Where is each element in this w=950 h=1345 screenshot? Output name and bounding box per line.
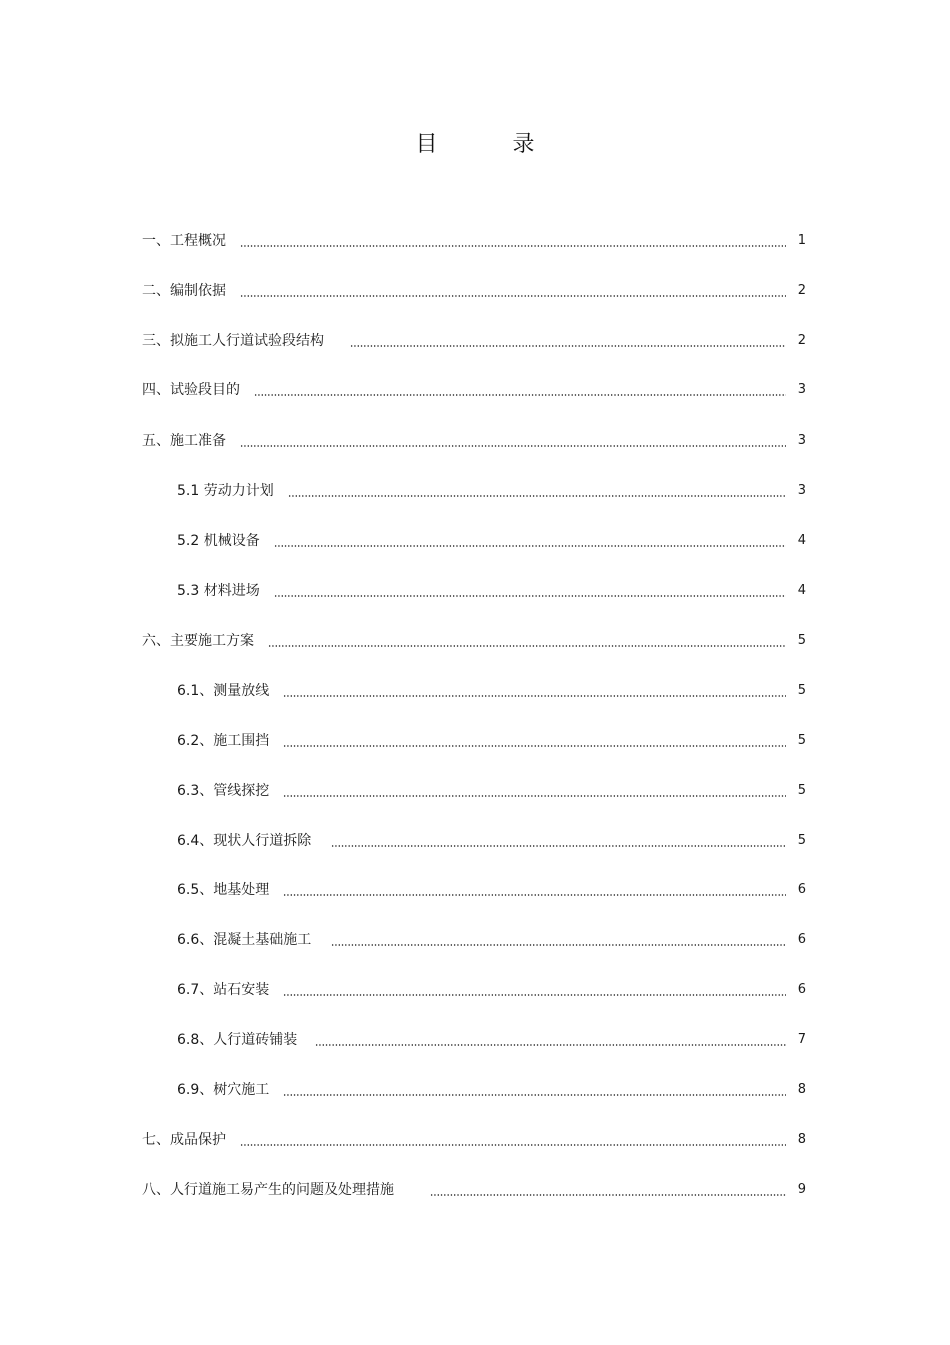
toc-entry[interactable]	[177, 480, 806, 502]
dot-leader	[240, 445, 786, 447]
toc-entry-text: 6.7、站石安装	[177, 982, 270, 998]
toc-entry[interactable]	[177, 730, 806, 752]
toc-entry-text: 七、成品保护	[142, 1132, 226, 1148]
dot-leader	[288, 495, 786, 497]
toc-entry-text: 八、人行道施工易产生的问题及处理措施	[142, 1182, 394, 1198]
toc-entry-text: 5.3 材料进场	[177, 583, 260, 599]
toc-entry-page: 5	[797, 833, 806, 848]
toc-entry[interactable]	[142, 1129, 806, 1151]
toc-entry[interactable]	[177, 830, 806, 852]
toc-entry-text: 一、工程概况	[142, 233, 226, 249]
toc-entry-page: 4	[797, 583, 806, 598]
toc-entry[interactable]	[142, 230, 806, 252]
toc-entry-page: 7	[797, 1032, 806, 1047]
toc-entry-page: 5	[797, 633, 806, 648]
dot-leader	[283, 894, 785, 896]
toc-entry[interactable]	[142, 430, 806, 452]
toc-entry-text: 六、主要施工方案	[142, 633, 254, 649]
dot-leader	[254, 394, 786, 396]
toc-entry-page: 3	[797, 433, 806, 448]
dot-leader	[274, 545, 786, 547]
toc-entry-page: 8	[797, 1132, 806, 1147]
toc-entry[interactable]	[177, 530, 806, 552]
toc-entry-text: 5.2 机械设备	[177, 533, 260, 549]
dot-leader	[283, 745, 785, 747]
toc-entry[interactable]	[177, 929, 806, 951]
dot-leader	[240, 1144, 786, 1146]
toc-entry[interactable]	[177, 979, 806, 1001]
toc-entry-text: 二、编制依据	[142, 283, 226, 299]
toc-entry[interactable]	[177, 879, 806, 901]
dot-leader	[331, 944, 785, 946]
toc-entry[interactable]	[177, 780, 806, 802]
toc-entry-text: 6.6、混凝土基础施工	[177, 932, 312, 948]
toc-entry-page: 5	[797, 683, 806, 698]
toc-entry-text: 6.9、树穴施工	[177, 1082, 270, 1098]
toc-entry[interactable]	[142, 630, 806, 652]
toc-entry-page: 4	[797, 533, 806, 548]
dot-leader	[283, 1094, 785, 1096]
toc-entry-page: 2	[797, 283, 806, 298]
toc-entry-page: 9	[797, 1182, 806, 1197]
dot-leader	[283, 795, 785, 797]
toc-entry-page: 2	[797, 333, 806, 348]
toc-entry-text: 6.4、现状人行道拆除	[177, 833, 312, 849]
toc-entry[interactable]	[177, 1029, 806, 1051]
dot-leader	[430, 1194, 786, 1196]
toc-entry-text: 6.8、人行道砖铺装	[177, 1032, 298, 1048]
toc-entry-page: 8	[797, 1082, 806, 1097]
toc-entry-text: 五、施工准备	[142, 433, 226, 449]
toc-entry-page: 5	[797, 783, 806, 798]
toc-entry-text: 四、试验段目的	[142, 382, 240, 398]
dot-leader	[274, 595, 786, 597]
dot-leader	[283, 994, 785, 996]
toc-entry-page: 1	[797, 233, 806, 248]
toc-entry[interactable]	[177, 680, 806, 702]
dot-leader	[350, 345, 786, 347]
toc-entry-page: 6	[797, 982, 806, 997]
toc-entry[interactable]	[177, 1079, 806, 1101]
dot-leader	[283, 695, 785, 697]
toc-entry-text: 6.2、施工围挡	[177, 733, 270, 749]
toc-entry-page: 6	[797, 882, 806, 897]
toc-entry-text: 6.5、地基处理	[177, 882, 270, 898]
toc-entry-page: 6	[797, 932, 806, 947]
dot-leader	[331, 845, 785, 847]
dot-leader	[240, 295, 786, 297]
toc-entry-text: 三、拟施工人行道试验段结构	[142, 333, 324, 349]
toc-entry[interactable]	[177, 580, 806, 602]
toc-entry[interactable]	[142, 330, 806, 352]
toc-entry-page: 3	[797, 483, 806, 498]
toc-entry-text: 5.1 劳动力计划	[177, 483, 274, 499]
toc-entry-text: 6.3、管线探挖	[177, 783, 270, 799]
toc-entry[interactable]	[142, 1179, 806, 1201]
toc-entry[interactable]	[142, 379, 806, 401]
toc-entry-page: 5	[797, 733, 806, 748]
toc-entry-text: 6.1、测量放线	[177, 683, 270, 699]
dot-leader	[315, 1044, 785, 1046]
page-title: 目 录	[415, 132, 569, 157]
dot-leader	[268, 645, 786, 647]
dot-leader	[240, 245, 786, 247]
toc-entry[interactable]	[142, 280, 806, 302]
toc-entry-page: 3	[797, 382, 806, 397]
